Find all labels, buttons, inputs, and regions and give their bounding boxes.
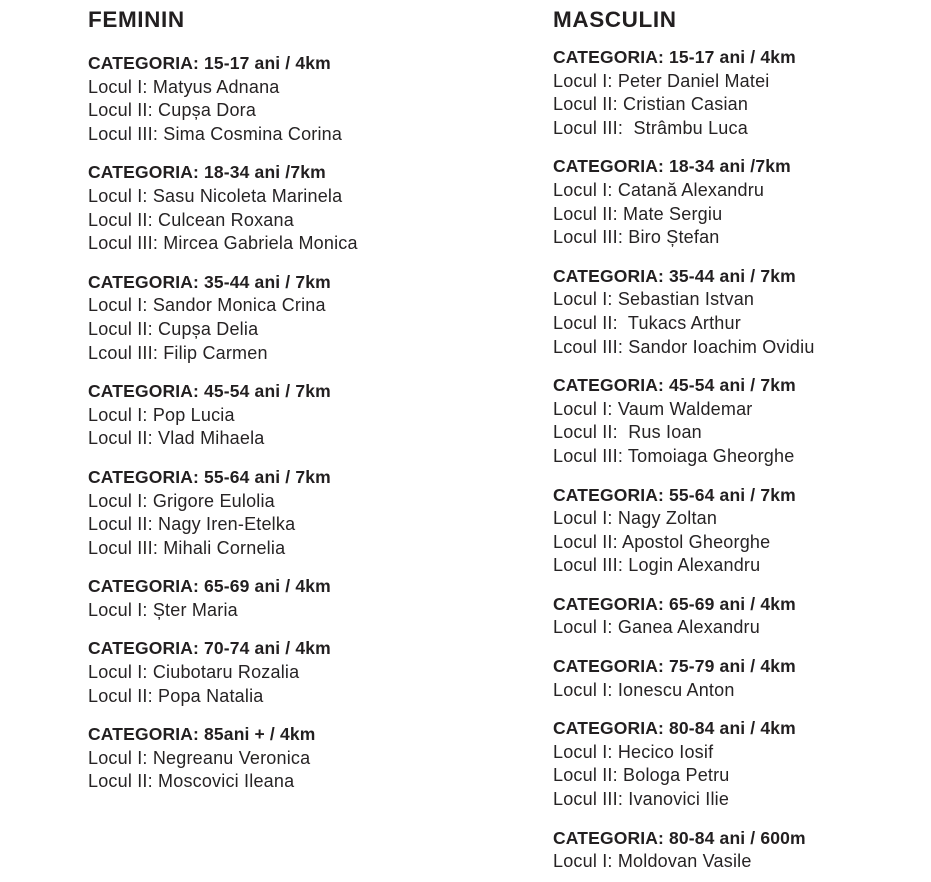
place-line: Locul II: Rus Ioan [553,422,702,443]
category-label: CATEGORIA: 35-44 ani / 7km [553,265,796,286]
place-line: Locul I: Peter Daniel Matei [553,70,770,91]
place-line: Locul II: Moscovici Ileana [88,771,295,792]
category-block [88,723,528,794]
category-label: CATEGORIA: 35-44 ani / 7km [88,271,331,292]
masculin-category-blocks [553,46,923,874]
place-line: Locul I: Nagy Zoltan [553,508,718,529]
category-label: CATEGORIA: 55-64 ani / 7km [88,466,331,487]
place-line: Locul I: Negreanu Veronica [88,747,311,768]
masculin-column [553,8,923,882]
category-block [88,52,528,146]
place-line: Locul I: Hecico Iosif [553,741,714,762]
category-block [88,271,528,365]
category-block [553,717,923,811]
category-block [553,265,923,359]
category-label: CATEGORIA: 45-54 ani / 7km [88,381,331,402]
category-block [88,575,528,622]
place-line: Locul I: Matyus Adnana [88,76,280,97]
category-label: CATEGORIA: 45-54 ani / 7km [553,375,796,396]
place-line: Locul I: Vaum Waldemar [553,398,753,419]
category-label: CATEGORIA: 15-17 ani / 4km [88,53,331,73]
category-block [88,637,528,708]
place-line: Locul I: Catană Alexandru [553,179,765,200]
place-line: Locul II: Popa Natalia [88,685,264,706]
place-line: Locul I: Ganea Alexandru [553,617,760,638]
category-label: CATEGORIA: 18-34 ani /7km [88,162,326,183]
place-line: Locul III: Ivanovici Ilie [553,789,730,810]
category-block [553,374,923,468]
place-line: Locul I: Pop Lucia [88,404,235,425]
category-label: CATEGORIA: 80-84 ani / 4km [553,718,796,739]
place-line: Locul II: Cupșa Dora [88,100,257,121]
place-line: Locul II: Nagy Iren-Etelka [88,514,296,535]
place-line: Locul III: Biro Ștefan [553,227,720,248]
category-label: CATEGORIA: 55-64 ani / 7km [553,484,796,505]
place-line: Locul II: Vlad Mihaela [88,428,265,449]
category-block [88,466,528,560]
place-line: Locul I: Ciubotaru Rozalia [88,662,300,683]
place-line: Locul II: Tukacs Arthur [553,312,741,333]
masculin-title: MASCULIN [553,7,677,32]
category-label: CATEGORIA: 15-17 ani / 4km [553,47,796,67]
place-line: Locul II: Cristian Casian [553,94,749,115]
place-line: Locul III: Login Alexandru [553,555,761,576]
place-line: Locul III: Mircea Gabriela Monica [88,233,358,254]
category-block [553,46,923,140]
place-line: Locul II: Cupșa Delia [88,318,259,339]
category-label: CATEGORIA: 80-84 ani / 600m [553,827,806,848]
feminin-column [88,8,528,809]
category-label: CATEGORIA: 18-34 ani /7km [553,156,791,177]
place-line: Locul I: Grigore Eulolia [88,490,275,511]
place-line: Locul II: Apostol Gheorghe [553,531,771,552]
category-block [553,827,923,874]
place-line: Locul I: Sebastian Istvan [553,289,755,310]
category-label: CATEGORIA: 65-69 ani / 4km [553,593,796,614]
place-line: Locul II: Culcean Roxana [88,209,294,230]
category-label: CATEGORIA: 75-79 ani / 4km [553,656,796,677]
place-line: Locul III: Strâmbu Luca [553,117,748,138]
category-label: CATEGORIA: 65-69 ani / 4km [88,576,331,597]
place-line: Locul I: Sandor Monica Crina [88,295,326,316]
category-block [553,655,923,702]
place-line: Locul III: Mihali Cornelia [88,537,286,558]
category-label: CATEGORIA: 85ani + / 4km [88,724,316,745]
category-label: CATEGORIA: 70-74 ani / 4km [88,638,331,659]
place-line: Locul II: Bologa Petru [553,765,730,786]
place-line: Locul II: Mate Sergiu [553,203,723,224]
feminin-title: FEMININ [88,7,185,32]
place-line: Lcoul III: Sandor Ioachim Ovidiu [553,336,815,357]
category-block [88,161,528,255]
category-block [88,380,528,451]
place-line: Locul I: Sasu Nicoleta Marinela [88,185,343,206]
place-line: Locul I: Moldovan Vasile [553,851,752,872]
place-line: Locul I: Ionescu Anton [553,679,735,700]
place-line: Locul III: Tomoiaga Gheorghe [553,445,795,466]
place-line: Locul I: Șter Maria [88,599,238,620]
feminin-category-blocks [88,52,528,794]
category-block [553,593,923,640]
category-block [553,155,923,249]
place-line: Locul III: Sima Cosmina Corina [88,123,343,144]
place-line: Lcoul III: Filip Carmen [88,342,268,363]
category-block [553,484,923,578]
